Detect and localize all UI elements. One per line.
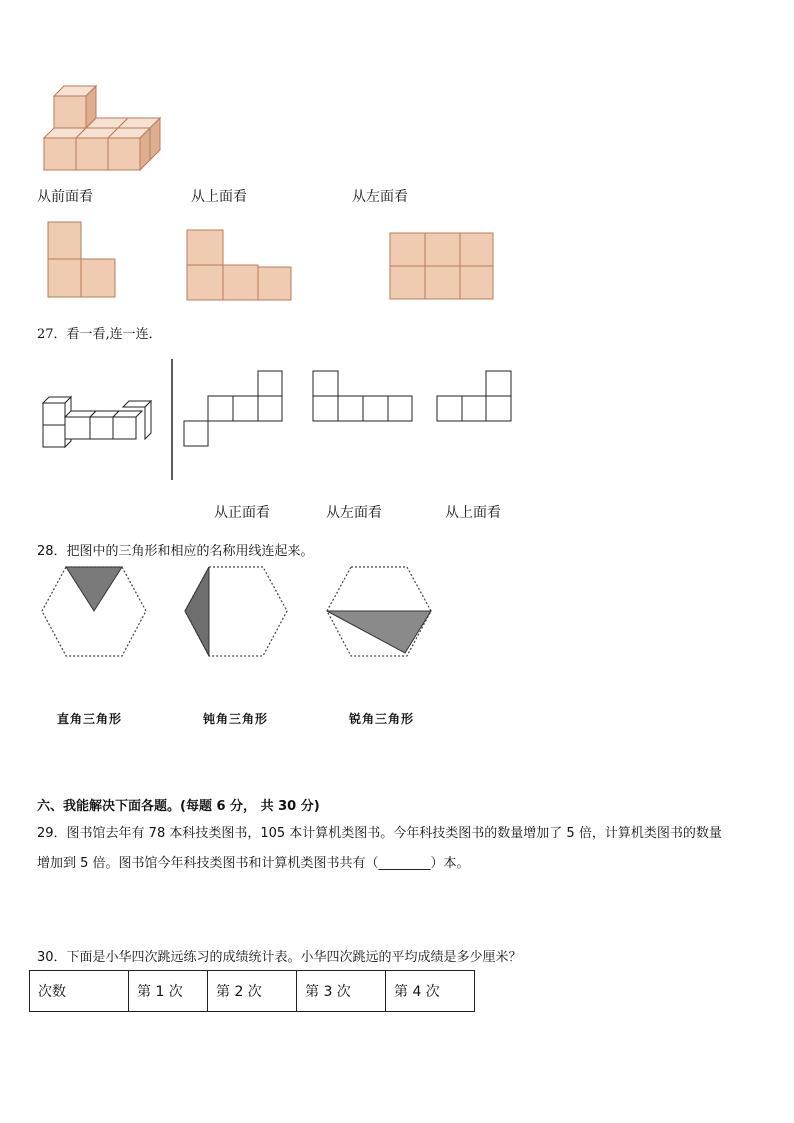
q29-line-1: 29．图书馆去年有 78 本科技类图书，105 本计算机类图书。今年科技类图书的数量增加了 5 倍，计算机类图书的数量 <box>37 826 722 841</box>
q27-view-option-c <box>435 369 515 424</box>
table-header-cell: 第 4 次 <box>386 971 475 1012</box>
q27-title: 27．看一看,连一连． <box>37 327 162 342</box>
table-header-cell: 第 1 次 <box>129 971 208 1012</box>
q30-score-table <box>29 970 475 1012</box>
hexagon-obtuse-triangle <box>183 565 289 659</box>
q29-line-2 <box>37 852 470 871</box>
table-row <box>30 971 475 1012</box>
q27-solid-figure <box>40 393 155 451</box>
q27-divider-line <box>170 359 174 480</box>
hexagon-acute-triangle <box>325 565 433 659</box>
q30-title: 30．下面是小华四次跳远练习的成绩统计表。小华四次跳远的平均成绩是多少厘米？ <box>37 950 522 965</box>
q27-label-front: 从正面看 <box>214 505 270 521</box>
cube-stack-3d-figure <box>40 78 175 176</box>
top-view-figure <box>185 228 295 302</box>
q29-answer-blank[interactable]: ________ <box>378 856 431 871</box>
name-acute-triangle: 锐角三角形 <box>349 712 415 726</box>
q27-label-left: 从左面看 <box>326 505 382 521</box>
q29-text-a: 增加到 5 倍。图书馆今年科技类图书和计算机类图书共有（ <box>37 856 379 871</box>
q27-label-top: 从上面看 <box>445 505 501 521</box>
section-6-title: 六、我能解决下面各题。(每题 6 分， 共 30 分) <box>37 799 320 814</box>
q27-view-option-a <box>182 369 286 448</box>
hexagon-right-triangle <box>40 565 148 659</box>
view-label-front: 从前面看 <box>37 189 93 205</box>
name-obtuse-triangle: 钝角三角形 <box>203 712 269 726</box>
table-header-cell: 第 2 次 <box>208 971 297 1012</box>
table-header-cell: 第 3 次 <box>297 971 386 1012</box>
q28-title: 28．把图中的三角形和相应的名称用线连起来。 <box>37 544 314 559</box>
left-view-figure <box>388 231 496 302</box>
q29-text-b: ）本。 <box>430 856 470 871</box>
view-label-left: 从左面看 <box>352 189 408 205</box>
front-view-figure <box>46 220 118 300</box>
q27-view-option-b <box>311 369 415 424</box>
view-label-top: 从上面看 <box>191 189 247 205</box>
table-header-cell: 次数 <box>30 971 129 1012</box>
name-right-triangle: 直角三角形 <box>57 712 123 726</box>
